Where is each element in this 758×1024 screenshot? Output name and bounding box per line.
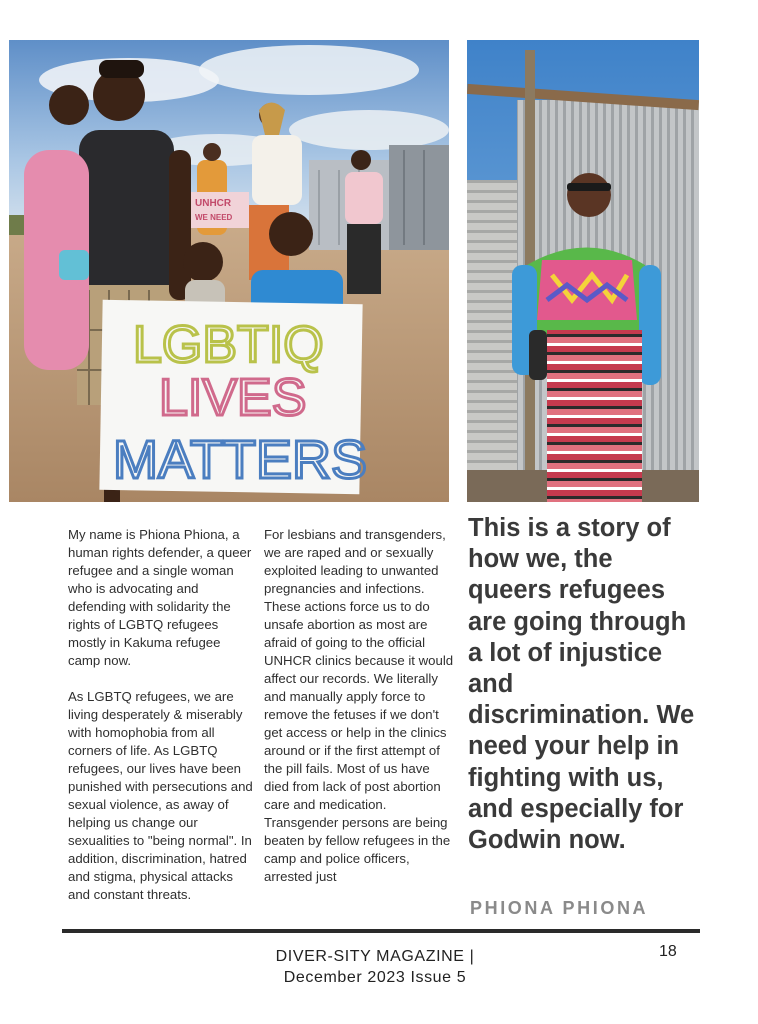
article-column-1 xyxy=(68,526,254,922)
quote-author: PHIONA PHIONA xyxy=(470,898,649,918)
footer-magazine-name: DIVER-SITY MAGAZINE | xyxy=(275,948,475,965)
article-column-2 xyxy=(264,526,456,904)
background-sign-text-2: WE NEED xyxy=(195,213,233,222)
footer-magazine-info xyxy=(240,946,510,988)
sign-text-matters: MATTERS xyxy=(113,430,367,490)
footer-divider xyxy=(62,929,700,933)
article-paragraph-2: As LGBTQ refugees, we are living desperately & miserably with homophobia from all corners of life. As LGBTQ refugees, our lives have been punished with persecutions and sexual violence, as away of helping us change our sexualities to "being normal". In addition, discrimination, hatred and stigma, physical attacks and constant threats. xyxy=(68,689,253,902)
background-sign-text-1: UNHCR xyxy=(195,198,232,209)
footer-issue-date: December 2023 Issue 5 xyxy=(283,969,467,986)
photo-phiona-portrait xyxy=(467,40,699,502)
page-number: 18 xyxy=(659,943,677,960)
pull-quote: This is a story of how we, the queers refugees are going through a lot of injustice and discrimination. We need your help in fighting with us, and especially for Godwin now. xyxy=(468,514,695,855)
article-paragraph-3: For lesbians and transgenders, we are raped and or sexually exploited leading to unwanted pregnancies and infections. These actions force us to do unsafe abortion as most are afraid of going to the official UNHCR clinics because it would affect our records. We literally and manually apply force to remove the fetuses if we don't get access or help in the clinics around or if the first attempt of the pill fails. Most of us have died from lack of post abortion care and medication. Transgender persons are being beaten by fellow refugees in the camp and police officers, arrested just xyxy=(264,527,454,884)
photo-refugees-with-sign xyxy=(9,40,449,502)
sign-text-lgbtiq: LGBTIQ xyxy=(133,316,324,374)
sign-text-lives: LIVES xyxy=(159,369,307,427)
article-paragraph-1: My name is Phiona Phiona, a human rights defender, a queer refugee and a single woman who is advocating and defending with solidarity the rights of LGBTQ refugees mostly in Kakuma refugee camp now. xyxy=(68,527,252,668)
